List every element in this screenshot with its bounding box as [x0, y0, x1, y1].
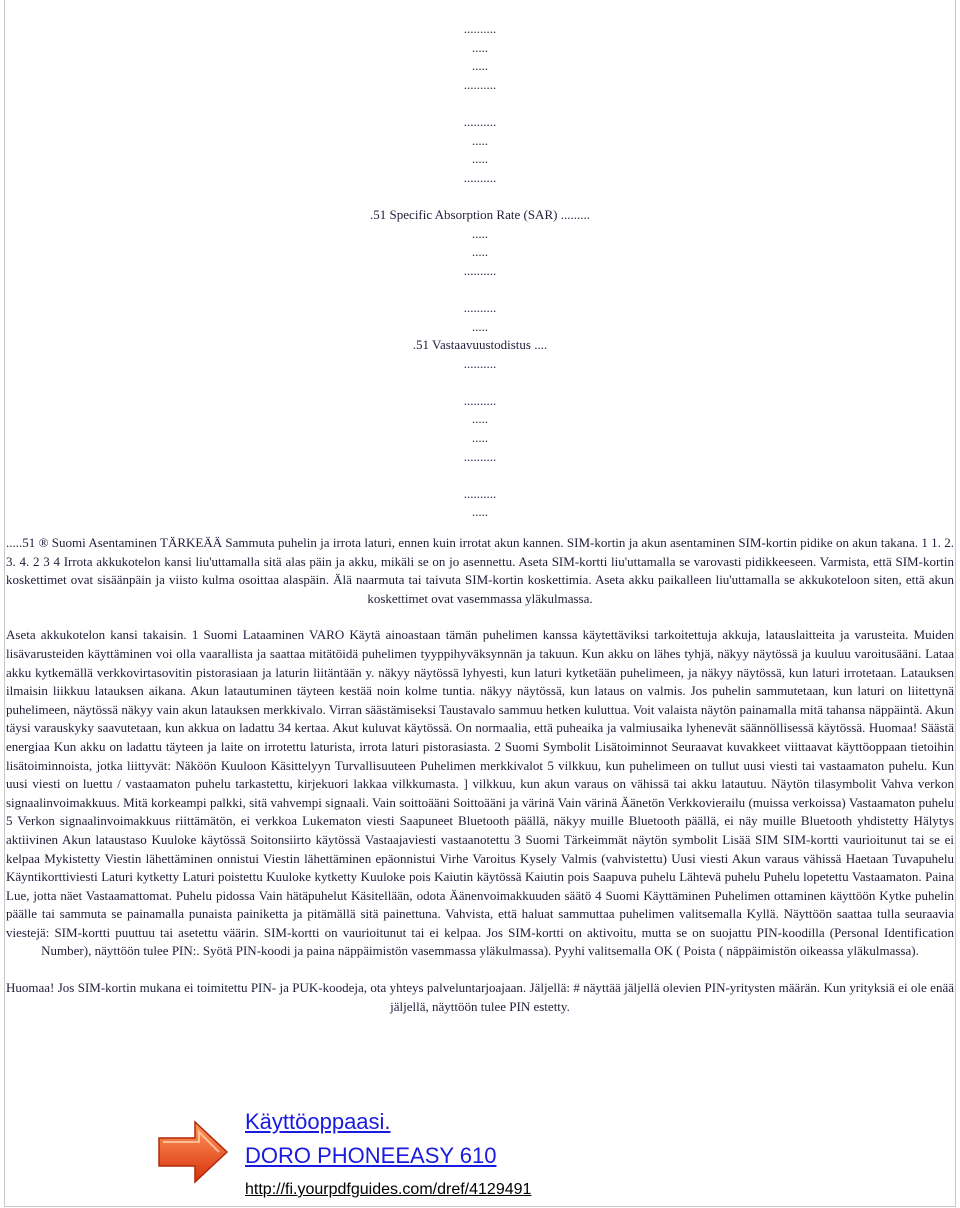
toc-line: .......... [463, 392, 497, 408]
document-body [6, 534, 954, 1016]
paragraph-pin-note: Huomaa! Jos SIM-kortin mukana ei toimitettu PIN- ja PUK-koodeja, ota yhteys palveluntarjoajaan. Jäljellä: # näyttää jäljellä olevien PIN-yritysten määrän. Kun yrityksiä ei ole enää jäljellä, näyttöön tulee PIN estetty. [6, 980, 954, 1014]
arrow-right-icon [155, 1116, 231, 1188]
toc-line: .51 Specific Absorption Rate (SAR) ......... [370, 206, 590, 222]
toc-line: .......... [463, 113, 497, 129]
table-of-contents [0, 20, 960, 522]
footer-promo [155, 1106, 715, 1206]
toc-line: ..... [471, 411, 489, 427]
toc-line: ..... [471, 504, 489, 520]
toc-line: ..... [471, 151, 489, 167]
toc-line: ..... [471, 318, 489, 334]
paragraph-charging-and-symbols: Aseta akkukotelon kansi takaisin. 1 Suomi Lataaminen VARO Käytä ainoastaan tämän puhelimen kanssa käytettäviksi tarkoitettuja akkuja, latauslaitteita ja varusteita. Muiden lisävarusteiden käyttäminen voi olla vaarallista ja saattaa mitätöidä puhelimen tyyppihyväksynnän ja takuun. Kun akku on lähes tyhjä, näkyy näytössä ja kuuluu varoitusääni. Lataa akku kytkemällä verkkovirtasovitin pistorasiaan ja laturin liitäntään y. näkyy näytössä lyhyesti, kun laturi kytketään puhelimeen, ja näkyy näytössä, kun laturi irrotetaan. Latauksen ilmaisin liikkuu latauksen aikana. Akun latautuminen täyteen kestää noin kolme tuntia. näkyy näytössä, kun lataus on valmis. Jos puhelin sammutetaan, kun laturi on liitettynä puhelimeen, näytössä näkyy vain akun latauksen merkkivalo. Virran säästämiseksi Taustavalo sammuu hetken kuluttua. Voit valaista näytön painamalla mitä tahansa näppäintä. Akun täysi varauskyky saavutetaan, kun akkua on ladattu 34 kertaa. Akut kuluvat käytössä. On normaalia, että puheaika ja valmiusaika lyhenevät säännöllisessä käytössä. Huomaa! Säästä energiaa Kun akku on ladattu täyteen ja laite on irrotettu laturista, irrota laturi pistorasiasta. 2 Suomi Symbolit Lisätoiminnot Seuraavat kuvakkeet viittaavat käyttöoppaan tietoihin lisätoiminnoista, jotka liittyvät: Näköön Kuuloon Käsittelyyn Turvallisuuteen Puhelimen merkkivalot 5 vilkkuu, kun puhelimeen on tullut uusi viesti tai vastaamaton puhelu. Kun uusi viesti on luettu / vastaamaton puhelu tarkastettu, kirjekuori lakkaa vilkkumasta. ] vilkkuu, kun akun varaus on vähissä tai akku latautuu. Näytön tilasymbolit Vahva verkon signaalinvoimakkuus. Mitä korkeampi palkki, sitä vahvempi signaali. Vain soittoääni Soittoääni ja värinä Vain värinä Äänetön Verkkovierailu (muissa verkoissa) Vastaamaton puhelu 5 Verkon signaalinvoimakkuus riittämätön, ei verkkoa Lukematon viesti Saapuneet Bluetooth päällä, näkyy muille Bluetooth päällä, ei näy muille Bluetooth yhdistetty Hälytys aktiivinen Akun lataustaso Kuuloke käytössä Soitonsiirto käytössä Vastaajaviesti vastaanotettu 3 Suomi Tärkeimmät näytön symbolit Lisää SIM SIM-kortti vaurioitunut tai se ei kelpaa Mykistetty Viestin lähettäminen onnistui Viestin lähettäminen epäonnistui Virhe Varoitus Kysely Valmis (vahvistettu) Uusi viesti Akun varaus vähissä Haetaan Tuvapuhelu Käyntikorttiviesti Laturi kytketty Laturi poistettu Kuuloke kytketty Kuuloke pois Kaiutin käytössä Kaiutin pois Saapuva puhelu Lähtevä puhelu Puhelu lopetettu Vastaamaton. Paina Lue, jotta näet Vastaamattomat. Puhelu pidossa Vain hätäpuhelut Käsitellään, odota Äänenvoimakkuuden säätö 4 Suomi Käyttäminen Puhelimen ottaminen käyttöön Kytke puhelin päälle tai sammuta se painamalla punaista painiketta ja pitämällä sitä painettuna. Vahvista, että haluat sammuttaa puhelimen valitsemalla Kyllä. Näyttöön saattaa tulla seuraavia viestejä: SIM-kortti puuttuu tai asetettu väärin. SIM-kortti on vaurioitunut tai ei kelpaa. Jos SIM-kortti on aktivoitu, mutta se on suojattu PIN-koodilla (Personal Identification Number), näyttöön tulee PIN:. Syötä PIN-koodi ja paina näppäimistön vasemmassa yläkulmassa). Pyyhi valitsemalla OK ( Poista ( näppäimistön oikeassa yläkulmassa). [6, 627, 954, 959]
link-product-name[interactable]: DORO PHONEEASY 610 [245, 1143, 497, 1168]
toc-line: .......... [463, 485, 497, 501]
toc-line [0, 280, 960, 299]
toc-line [0, 94, 960, 113]
toc-line: .......... [463, 262, 497, 278]
toc-line [0, 373, 960, 392]
link-user-manual[interactable]: Käyttöoppaasi. [245, 1109, 391, 1134]
toc-line: .......... [463, 355, 497, 371]
toc-line: .......... [463, 21, 497, 36]
toc-line: ..... [471, 132, 489, 148]
toc-line: .......... [463, 448, 497, 464]
toc-line: .......... [463, 299, 497, 315]
toc-line: .51 Vastaavuustodistus .... [412, 337, 548, 353]
toc-line: ..... [471, 58, 489, 74]
toc-line: ..... [471, 430, 489, 446]
link-url[interactable]: http://fi.yourpdfguides.com/dref/4129491 [245, 1181, 532, 1198]
toc-line: ..... [471, 225, 489, 241]
paragraph-installation: .....51 ® Suomi Asentaminen TÄRKEÄÄ Sammuta puhelin ja irrota laturi, ennen kuin irrotat akun kannen. SIM-kortin ja akun asentaminen SIM-kortin pidike on akun takana. 1 1. 2. 3. 4. 2 3 4 Irrota akkukotelon kansi liu'uttamalla sitä alas päin ja akku, mikäli se on jo asennettu. Aseta SIM-kortti liu'uttamalla se varovasti pidikkeeseen. Varmista, että SIM-kortin koskettimet ovat sisäänpäin ja viisto kulma osoittaa alaspäin. Älä naarmuta tai taivuta SIM-kortin koskettimia. Aseta akku paikalleen liu'uttamalla se akkukoteloon siten, että akun koskettimet ovat vasemmassa yläkulmassa. [6, 535, 954, 606]
toc-line: .......... [463, 76, 497, 92]
toc-line [0, 466, 960, 485]
toc-line [0, 187, 960, 206]
toc-line: .......... [463, 169, 497, 185]
toc-line: ..... [471, 39, 489, 55]
toc-line: ..... [471, 244, 489, 260]
